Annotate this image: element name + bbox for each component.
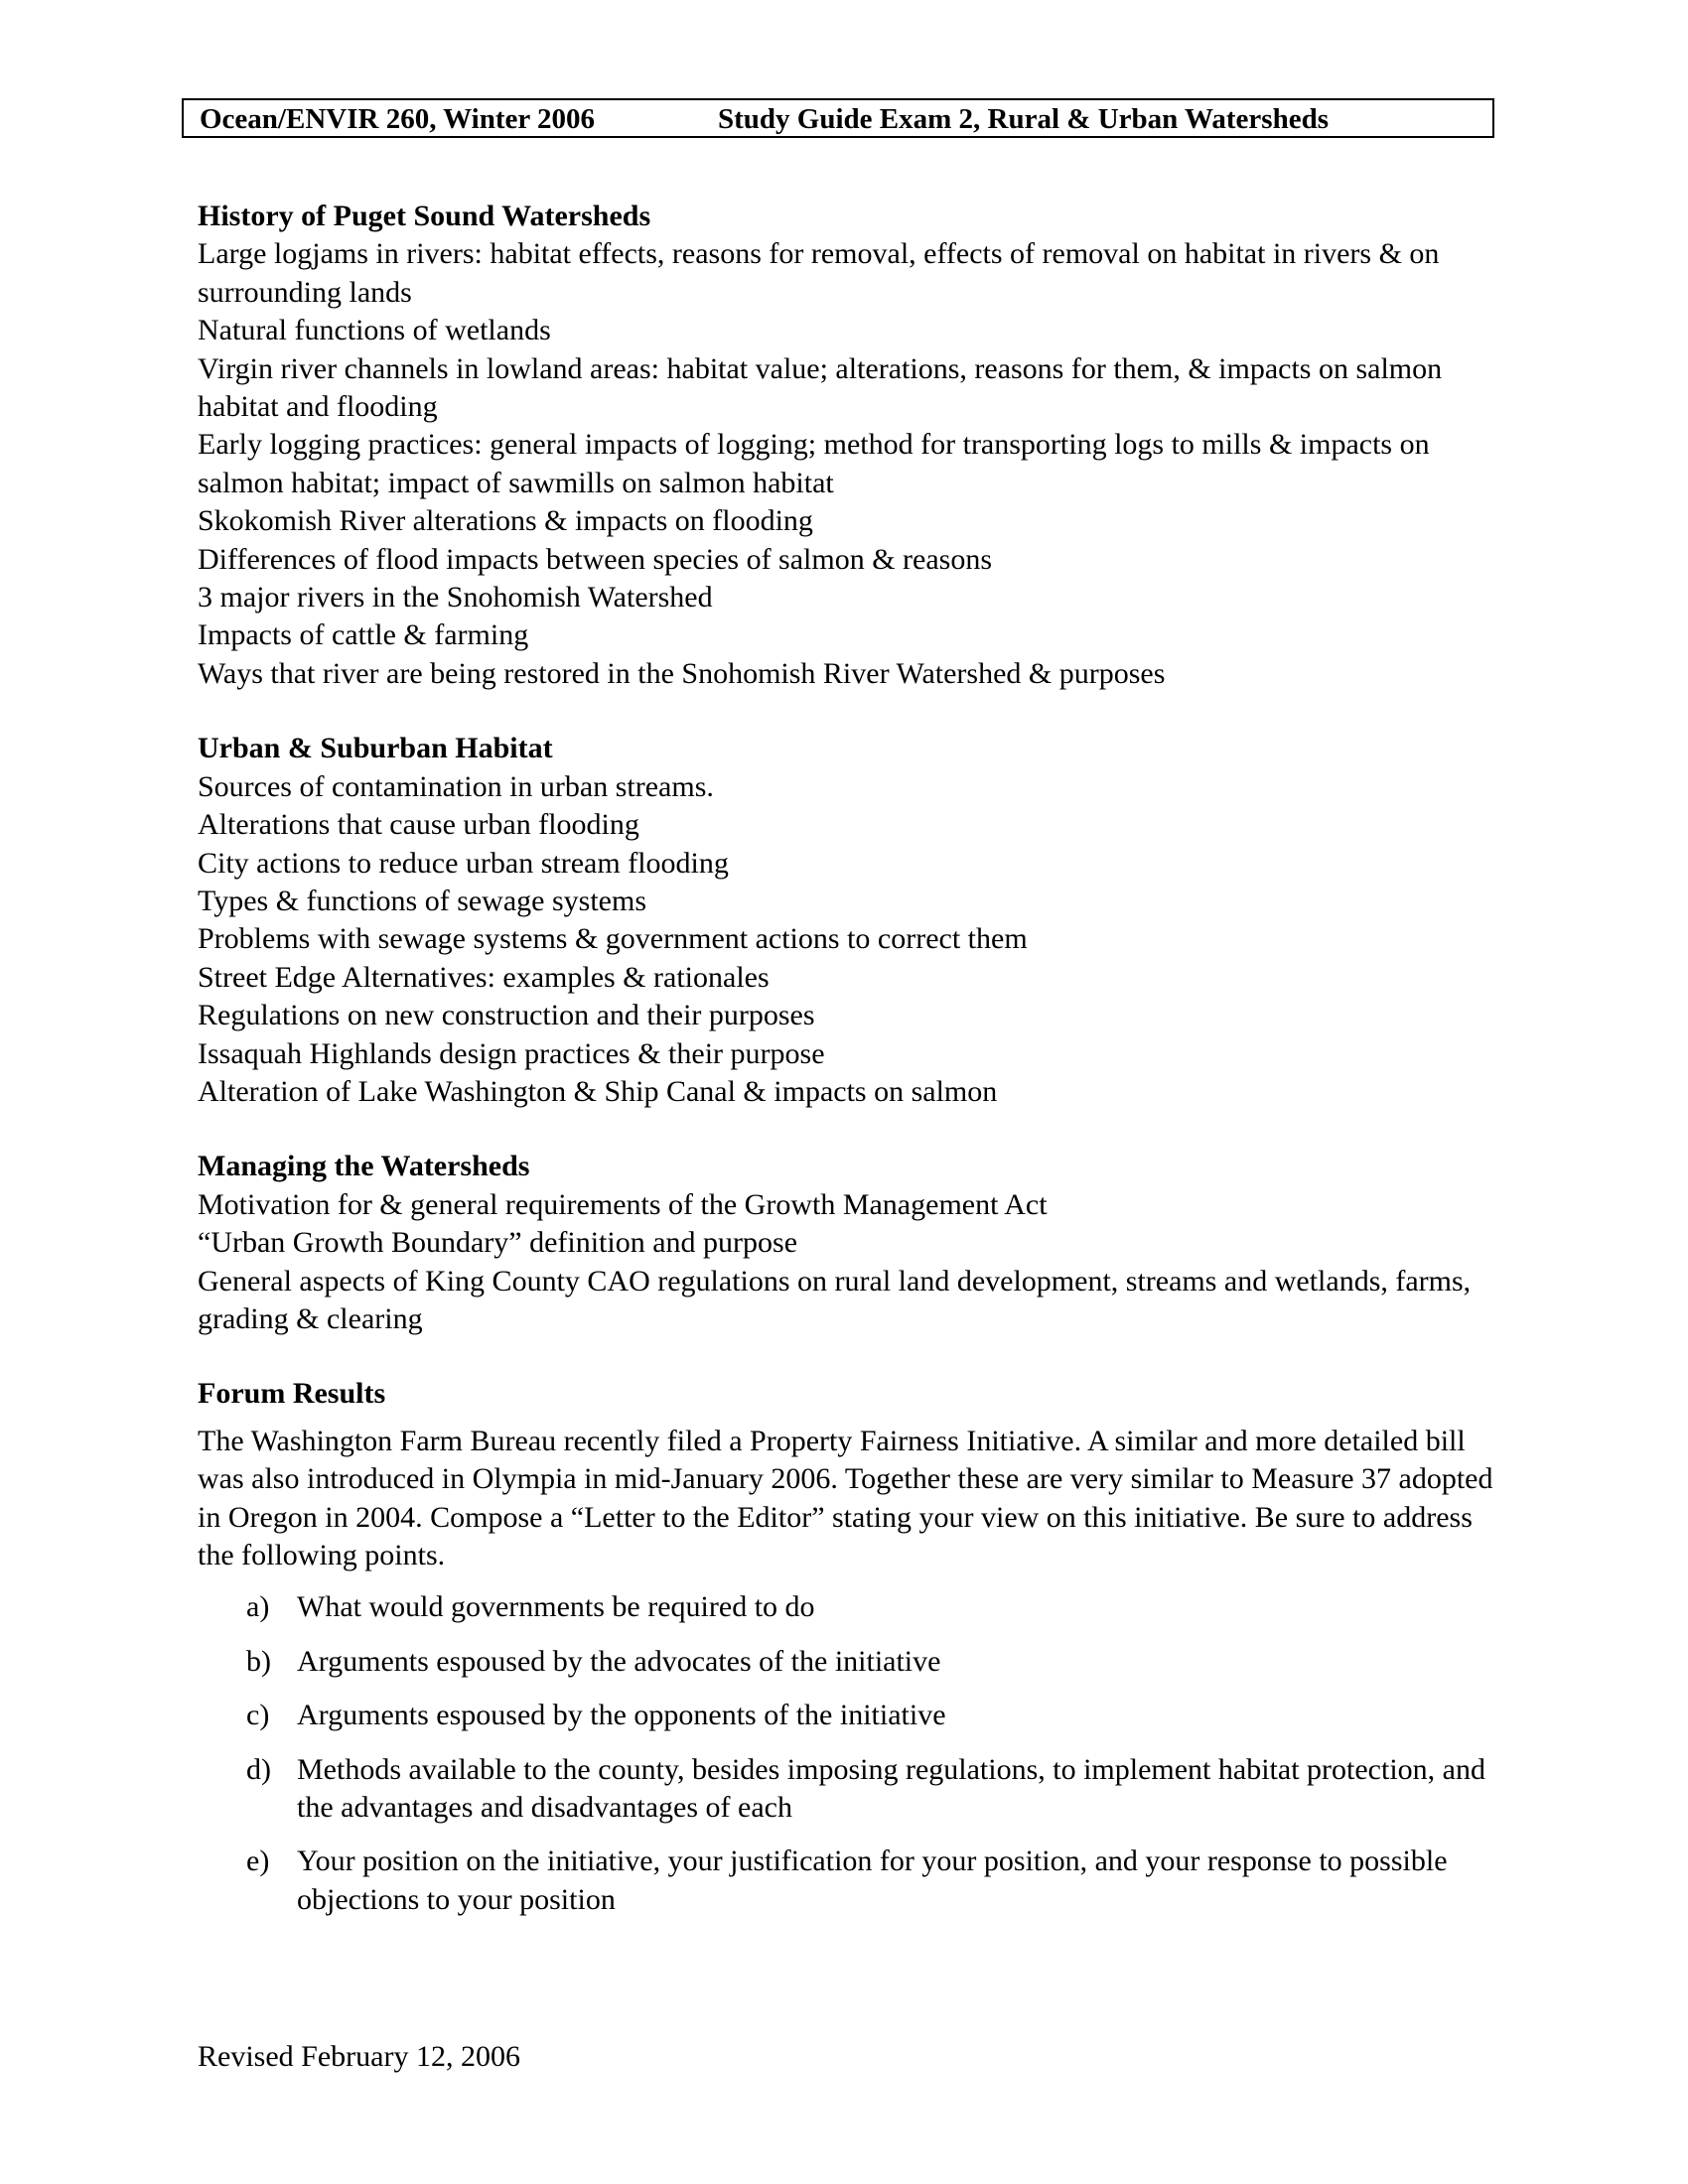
list-item: Large logjams in rivers: habitat effects, reasons for removal, effects of removal on habitat in rivers & on surrounding lands (198, 237, 1440, 309)
list-item: 3 major rivers in the Snohomish Watershed (198, 581, 713, 614)
list-item: “Urban Growth Boundary” definition and purpose (198, 1226, 798, 1260)
list-item: Regulations on new construction and their purposes (198, 999, 815, 1032)
list-marker: e) (246, 1844, 270, 1878)
list-item (198, 1751, 1498, 1828)
list-item: Alteration of Lake Washington & Ship Canal & impacts on salmon (198, 1074, 998, 1108)
list-item: Street Edge Alternatives: examples & rationales (198, 960, 770, 994)
list-marker: b) (246, 1644, 271, 1678)
list-item (198, 1843, 1498, 1919)
list-item: Motivation for & general requirements of the Growth Management Act (198, 1187, 1048, 1221)
section-forum (198, 1375, 1498, 1919)
list-item: Ways that river are being restored in the Snohomish River Watershed & purposes (198, 656, 1166, 690)
list-item: City actions to reduce urban stream flooding (198, 846, 729, 880)
list-item (198, 1643, 1498, 1681)
forum-paragraph: The Washington Farm Bureau recently filed a Property Fairness Initiative. A similar and more detailed bill was also introduced in Olympia in mid-January 2006. Together these are very similar to Measure 37 adopted in Oregon in 2004. Compose a “Letter to the Editor” stating your view on this initiative. Be sure to address the following points. (198, 1424, 1493, 1571)
list-item-text: Methods available to the county, besides imposing regulations, to implement habitat protection, and the advantages and disadvantages of each (297, 1752, 1485, 1825)
list-item: Impacts of cattle & farming (198, 618, 529, 652)
list-item-text: Arguments espoused by the advocates of the initiative (297, 1644, 941, 1678)
study-guide-content (198, 198, 1498, 1935)
list-item (198, 1697, 1498, 1734)
document-title: Study Guide Exam 2, Rural & Urban Watersheds (718, 103, 1329, 135)
section-urban (198, 730, 1498, 1111)
list-item-text: Arguments espoused by the opponents of the initiative (297, 1699, 946, 1732)
list-item: Types & functions of sewage systems (198, 884, 646, 917)
section-history (198, 198, 1498, 693)
list-marker: a) (246, 1590, 270, 1624)
list-item: Issaquah Highlands design practices & their purpose (198, 1036, 825, 1070)
header-box (182, 98, 1494, 138)
section-heading: Urban & Suburban Habitat (198, 732, 553, 765)
list-marker: d) (246, 1752, 271, 1786)
list-item: Sources of contamination in urban streams. (198, 769, 714, 803)
list-item-text: Your position on the initiative, your justification for your position, and your response to possible objections to your position (297, 1844, 1448, 1916)
section-managing (198, 1148, 1498, 1338)
section-heading: Managing the Watersheds (198, 1150, 530, 1183)
list-item: General aspects of King County CAO regulations on rural land development, streams and wetlands, farms, grading & clearing (198, 1264, 1472, 1335)
forum-points-list (198, 1588, 1498, 1919)
list-item: Natural functions of wetlands (198, 314, 551, 347)
list-item: Differences of flood impacts between species of salmon & reasons (198, 542, 993, 576)
section-heading: Forum Results (198, 1377, 386, 1411)
list-item: Early logging practices: general impacts of logging; method for transporting logs to mills & impacts on salmon habitat; impact of sawmills on salmon habitat (198, 428, 1430, 499)
list-item: Alterations that cause urban flooding (198, 808, 639, 842)
list-item: Problems with sewage systems & government actions to correct them (198, 922, 1028, 956)
section-heading: History of Puget Sound Watersheds (198, 200, 651, 232)
list-item: Virgin river channels in lowland areas: habitat value; alterations, reasons for them, & impacts on salmon habitat and flooding (198, 351, 1443, 424)
revision-date: Revised February 12, 2006 (198, 2040, 520, 2073)
list-item (198, 1588, 1498, 1626)
list-item: Skokomish River alterations & impacts on flooding (198, 504, 813, 538)
list-item-text: What would governments be required to do (297, 1590, 815, 1624)
course-title: Ocean/ENVIR 260, Winter 2006 (200, 103, 595, 135)
list-marker: c) (246, 1699, 270, 1732)
